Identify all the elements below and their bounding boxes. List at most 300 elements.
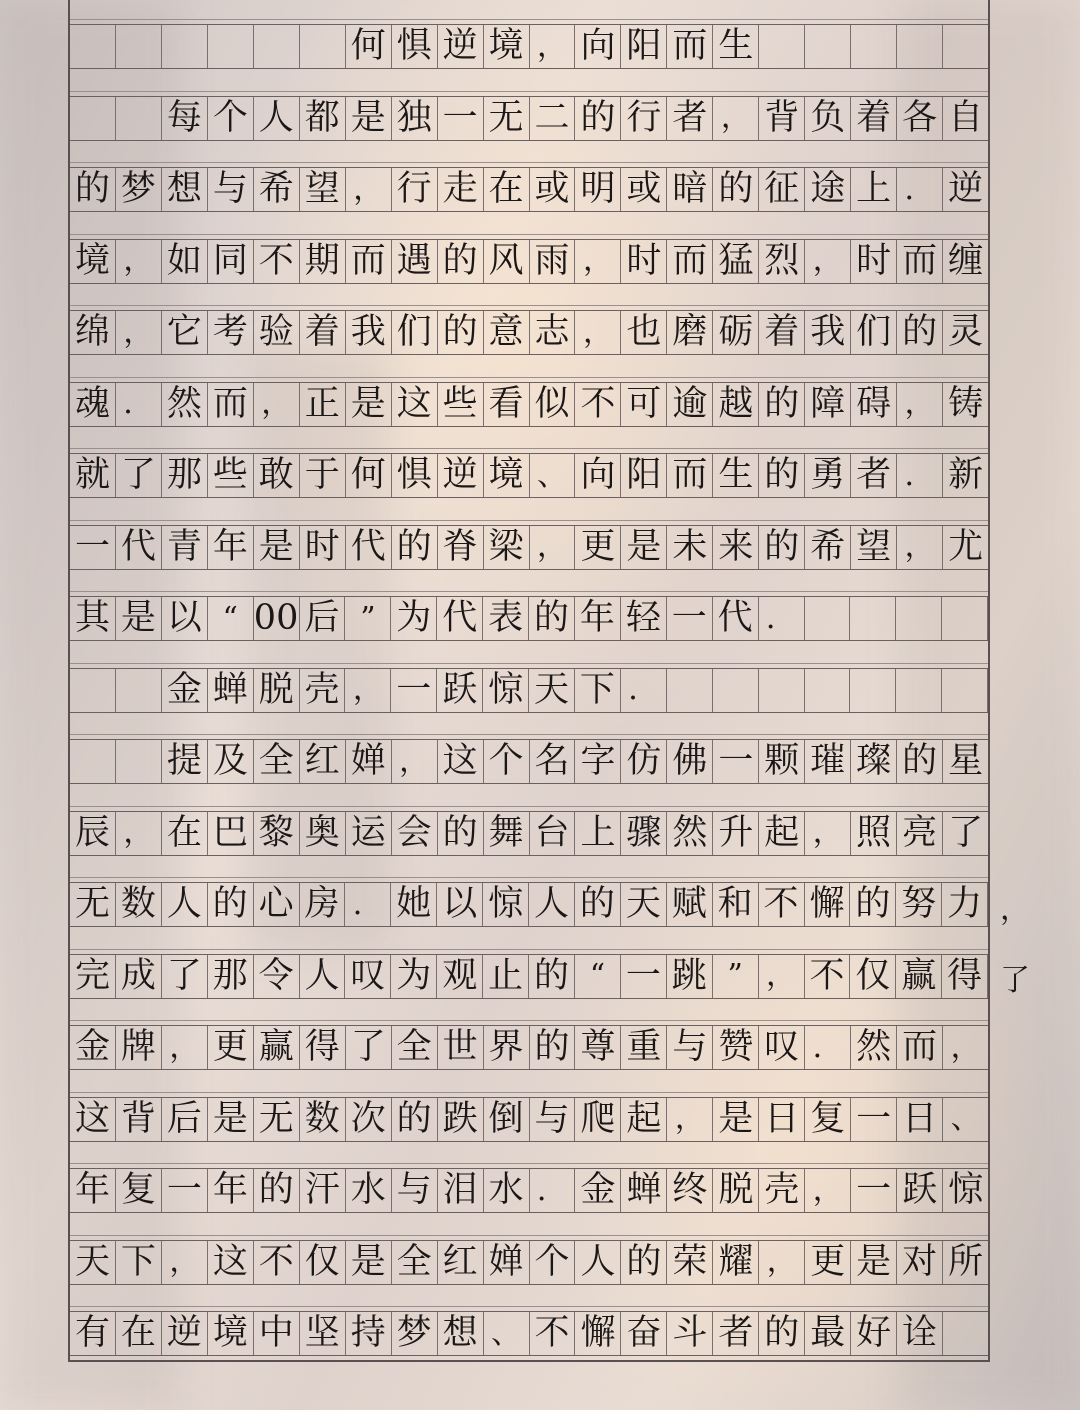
- grid-cell: 的: [392, 526, 438, 569]
- grid-cell: 中: [254, 1312, 300, 1355]
- grid-cell: 上: [575, 812, 621, 855]
- grid-cell: 的: [897, 740, 943, 783]
- grid-cell: 更: [805, 1241, 851, 1284]
- grid-cell: [942, 669, 988, 712]
- grid-cell: 着: [300, 311, 346, 354]
- grid-cell: 负: [805, 97, 851, 140]
- grid-cell: 坚: [300, 1312, 346, 1355]
- grid-row: [70, 1025, 988, 1070]
- grid-cell: 最: [805, 1312, 851, 1355]
- grid-cell: ，: [530, 526, 576, 569]
- grid-cell: 持: [346, 1312, 392, 1355]
- grid-cell: [162, 25, 208, 68]
- grid-row: [70, 596, 988, 641]
- grid-cell: 为: [391, 955, 437, 998]
- grid-cell: 梦: [116, 168, 162, 211]
- grid-cell: 的: [850, 883, 896, 926]
- grid-cell: 无: [70, 883, 116, 926]
- grid-cell: [70, 669, 116, 712]
- grid-cell: 然: [162, 383, 208, 426]
- grid-cell: 行: [621, 97, 667, 140]
- grid-cell: [805, 669, 851, 712]
- grid-cell: [300, 25, 346, 68]
- grid-cell: 不: [254, 1241, 300, 1284]
- grid-cell: 牌: [116, 1026, 162, 1069]
- grid-cell: 提: [162, 740, 208, 783]
- row-gap: [70, 1216, 988, 1236]
- grid-cell: 后: [162, 1098, 208, 1141]
- grid-cell: 下: [116, 1241, 162, 1284]
- grid-cell: ．: [897, 454, 943, 497]
- grid-cell: 懈: [575, 1312, 621, 1355]
- grid-cell: [805, 25, 851, 68]
- grid-cell: 也: [621, 311, 667, 354]
- grid-cell: 天: [70, 1241, 116, 1284]
- grid-cell: 佛: [667, 740, 713, 783]
- grid-cell: 看: [484, 383, 530, 426]
- grid-cell: 全: [254, 740, 300, 783]
- grid-cell: 都: [300, 97, 346, 140]
- grid-cell: 00: [253, 598, 299, 638]
- grid-cell: 新: [948, 455, 984, 495]
- grid-cell: ，: [950, 1029, 981, 1065]
- grid-cell: 汗: [300, 1169, 346, 1212]
- grid-cell: 境: [70, 240, 116, 283]
- grid-cell: [850, 597, 896, 640]
- grid-cell: 的: [759, 526, 805, 569]
- grid-cell: 水: [346, 1169, 392, 1212]
- grid-cell: 次: [346, 1098, 392, 1141]
- grid-cell: 人: [575, 1241, 621, 1284]
- grid-cell: 及: [208, 740, 254, 783]
- grid-cell: 者: [713, 1312, 759, 1355]
- grid-cell: 观: [437, 955, 483, 998]
- row-gap: [70, 501, 988, 521]
- grid-cell: 全: [392, 1026, 438, 1069]
- grid-cell: 赋: [667, 883, 713, 926]
- grid-cell: 日: [759, 1098, 805, 1141]
- row-gap: [70, 358, 988, 378]
- row-gap: [70, 143, 988, 163]
- grid-cell: 名: [530, 740, 576, 783]
- grid-cell: 是: [851, 1241, 897, 1284]
- grid-cell: 与: [208, 168, 254, 211]
- grid-cell: 无: [254, 1098, 300, 1141]
- grid-cell: 金: [70, 1026, 116, 1069]
- grid-cell: 不: [575, 383, 621, 426]
- grid-cell: 就: [70, 454, 116, 497]
- grid-cell: 台: [530, 812, 576, 855]
- grid-cell: 生: [713, 454, 759, 497]
- grid-cell: 代: [437, 597, 483, 640]
- grid-row: [70, 24, 988, 69]
- grid-cell: 惊: [483, 669, 529, 712]
- grid-row: [70, 668, 988, 713]
- grid-cell: ”: [713, 955, 759, 998]
- grid-cell: 是: [621, 526, 667, 569]
- grid-cell: 一: [621, 955, 667, 998]
- grid-cell: 个: [484, 740, 530, 783]
- grid-cell: 者: [851, 454, 897, 497]
- grid-cell: [254, 25, 300, 68]
- grid-cell: [943, 1312, 988, 1355]
- grid-cell: 的: [575, 883, 621, 926]
- grid-cell: ．: [805, 1026, 851, 1069]
- grid-cell: 壳: [300, 669, 346, 712]
- row-gap: [70, 644, 988, 664]
- grid-cell: 年: [70, 1169, 116, 1212]
- grid-cell: 考: [208, 311, 254, 354]
- grid-cell: 后: [300, 597, 346, 640]
- grid-cell: ，: [346, 168, 392, 211]
- grid-cell: 不: [805, 955, 851, 998]
- grid-cell: 一: [851, 1169, 897, 1212]
- grid-cell: 成: [116, 955, 162, 998]
- grid-cell: 是: [116, 597, 162, 640]
- grid-cell: 暗: [667, 168, 713, 211]
- grid-cell: 起: [621, 1098, 667, 1141]
- grid-row: [70, 811, 988, 856]
- grid-cell: 于: [300, 454, 346, 497]
- grid-cell: 代: [116, 526, 162, 569]
- grid-cell: 着: [851, 97, 897, 140]
- grid-cell: “: [575, 955, 621, 998]
- grid-cell: 而: [667, 240, 713, 283]
- row-gap: [70, 1144, 988, 1164]
- row-gap: [70, 429, 988, 449]
- grid-cell: 星: [948, 741, 984, 781]
- grid-cell: 是: [346, 97, 392, 140]
- grid-cell: 是: [713, 1098, 759, 1141]
- grid-cell: 的: [438, 812, 484, 855]
- grid-cell: 和: [713, 883, 759, 926]
- grid-cell: 阳: [621, 25, 667, 68]
- grid-cell: [942, 597, 988, 640]
- grid-cell: 的: [759, 383, 805, 426]
- grid-cell: 逆: [948, 169, 984, 209]
- grid-cell: 缠: [948, 240, 984, 281]
- grid-cell: 向: [575, 25, 621, 68]
- grid-cell: 对: [897, 1241, 943, 1284]
- grid-cell: 绵: [70, 311, 116, 354]
- row-gap: [70, 0, 988, 20]
- grid-cell: 梦: [392, 1312, 438, 1355]
- grid-cell: 然: [851, 1026, 897, 1069]
- grid-cell: 碍: [851, 383, 897, 426]
- grid-cell: 境: [484, 25, 530, 68]
- grid-cell: 蝉: [621, 1169, 667, 1212]
- grid-cell: 的: [438, 240, 484, 283]
- grid-cell: 跌: [438, 1098, 484, 1141]
- grid-cell: 跃: [897, 1169, 943, 1212]
- grid-cell: 惧: [392, 454, 438, 497]
- row-gap: [70, 858, 988, 878]
- overflow-char: ，: [1000, 891, 1030, 927]
- grid-cell: 完: [70, 955, 116, 998]
- grid-cell: 璀: [805, 740, 851, 783]
- grid-cell: 字: [575, 740, 621, 783]
- grid-cell: 叹: [759, 1026, 805, 1069]
- grid-cell: 在: [484, 168, 530, 211]
- grid-cell: 颗: [759, 740, 805, 783]
- grid-cell: ，: [759, 955, 805, 998]
- grid-cell: ，: [162, 1026, 208, 1069]
- grid-cell: 而: [208, 383, 254, 426]
- grid-cell: 尊: [575, 1026, 621, 1069]
- grid-cell: ．: [759, 597, 805, 640]
- grid-cell: 铸: [948, 383, 984, 424]
- grid-cell: 如: [162, 240, 208, 283]
- grid-cell: 自: [948, 97, 984, 138]
- grid-cell: 何: [346, 454, 392, 497]
- grid-cell: 来: [713, 526, 759, 569]
- grid-cell: 明: [575, 168, 621, 211]
- grid-cell: 房: [300, 883, 346, 926]
- grid-cell: 青: [162, 526, 208, 569]
- grid-cell: 向: [575, 454, 621, 497]
- grid-cell: 会: [392, 812, 438, 855]
- grid-cell: 年: [208, 1169, 254, 1212]
- grid-cell: 征: [759, 168, 805, 211]
- grid-cell: [851, 25, 897, 68]
- grid-cell: 境: [208, 1312, 254, 1355]
- grid-cell: 阳: [621, 454, 667, 497]
- grid-cell: 在: [162, 812, 208, 855]
- grid-cell: 了: [948, 812, 984, 853]
- grid-cell: [70, 740, 116, 783]
- grid-cell: ．: [345, 883, 391, 926]
- row-gap: [70, 215, 988, 235]
- grid-cell: 或: [621, 168, 667, 211]
- grid-cell: 然: [667, 812, 713, 855]
- grid-cell: 越: [713, 383, 759, 426]
- row-gap: [70, 72, 988, 92]
- grid-cell: 得: [300, 1026, 346, 1069]
- grid-cell: [943, 25, 988, 68]
- grid-cell: 想: [162, 168, 208, 211]
- grid-paper: [68, 0, 1030, 1362]
- grid-cell: 们: [851, 311, 897, 354]
- grid-cell: 个: [530, 1241, 576, 1284]
- row-gap: [70, 1287, 988, 1307]
- grid-cell: 所: [948, 1241, 984, 1282]
- grid-cell: 敢: [254, 454, 300, 497]
- grid-cell: 全: [392, 1241, 438, 1284]
- grid-cell: 一: [70, 526, 116, 569]
- grid-cell: 仅: [300, 1241, 346, 1284]
- grid-cell: 各: [897, 97, 943, 140]
- grid-cell: 惊: [948, 1170, 984, 1210]
- grid-cell: 仿: [621, 740, 667, 783]
- row-gap: [70, 286, 988, 306]
- grid-cell: [70, 97, 116, 140]
- grid-cell: 数: [116, 883, 162, 926]
- grid-cell: ，: [897, 526, 943, 569]
- grid-cell: 以: [437, 883, 483, 926]
- grid-cell: ，: [345, 669, 391, 712]
- grid-cell: [897, 25, 943, 68]
- grid-cell: 、: [950, 1101, 981, 1136]
- grid-cell: 年: [208, 526, 254, 569]
- grid-row: [70, 954, 1030, 999]
- grid-cell: 是: [254, 526, 300, 569]
- grid-cell: 一: [851, 1098, 897, 1141]
- grid-cell: 照: [851, 812, 897, 855]
- grid-cell: 希: [254, 168, 300, 211]
- grid-cell: 不: [530, 1312, 576, 1355]
- grid-cell: 人: [162, 883, 208, 926]
- grid-cell: [70, 25, 116, 68]
- grid-cell: 泪: [438, 1169, 484, 1212]
- grid-row: [70, 882, 1030, 927]
- grid-cell: 人: [254, 97, 300, 140]
- grid-cell: ．: [897, 168, 943, 211]
- grid-cell: 逆: [162, 1312, 208, 1355]
- grid-cell: 人: [529, 883, 575, 926]
- grid-cell: 与: [392, 1169, 438, 1212]
- grid-cell: 生: [713, 25, 759, 68]
- grid-cell: 而: [667, 25, 713, 68]
- grid-cell: 正: [300, 383, 346, 426]
- grid-cell: 时: [300, 526, 346, 569]
- grid-cell: 些: [208, 454, 254, 497]
- grid-cell: 日: [897, 1098, 943, 1141]
- grid-cell: 期: [300, 240, 346, 283]
- grid-cell: ，: [805, 240, 851, 283]
- grid-row: [70, 1311, 988, 1356]
- grid-cell: 烈: [759, 240, 805, 283]
- grid-cell: 行: [392, 168, 438, 211]
- grid-cell: 好: [851, 1312, 897, 1355]
- grid-cell: 令: [254, 955, 300, 998]
- grid-row: [70, 453, 988, 498]
- grid-cell: 一: [391, 669, 437, 712]
- grid-row: [70, 167, 988, 212]
- grid-cell: 更: [575, 526, 621, 569]
- grid-cell: 了: [116, 454, 162, 497]
- grid-cell: [896, 669, 942, 712]
- grid-cell: 是: [346, 1241, 392, 1284]
- grid-cell: 的: [208, 883, 254, 926]
- grid-cell: 懈: [805, 883, 851, 926]
- grid-row: [70, 310, 988, 355]
- grid-cell: 尤: [948, 526, 984, 567]
- row-gap: [70, 715, 988, 735]
- grid-cell: ．: [530, 1169, 576, 1212]
- grid-cell: [116, 740, 162, 783]
- grid-cell: 魂: [70, 383, 116, 426]
- grid-cell: 这: [438, 740, 484, 783]
- grid-cell: 黎: [254, 812, 300, 855]
- grid-cell: 一: [438, 97, 484, 140]
- grid-cell: 的: [713, 168, 759, 211]
- grid-cell: 遇: [392, 240, 438, 283]
- grid-row: [70, 239, 988, 284]
- grid-cell: 其: [70, 597, 116, 640]
- grid-cell: ，: [530, 25, 576, 68]
- grid-row: [70, 739, 988, 784]
- grid-cell: 与: [667, 1026, 713, 1069]
- grid-cell: 人: [300, 955, 346, 998]
- grid-cell: 年: [575, 597, 621, 640]
- grid-cell: 上: [851, 168, 897, 211]
- grid-cell: 脊: [438, 526, 484, 569]
- grid-cell: 的: [759, 454, 805, 497]
- grid-cell: 磨: [667, 311, 713, 354]
- grid-cell: 这: [208, 1241, 254, 1284]
- grid-cell: 者: [667, 97, 713, 140]
- grid-cell: 的: [897, 311, 943, 354]
- grid-cell: 望: [300, 168, 346, 211]
- grid-cell: 雨: [530, 240, 576, 283]
- grid-cell: 障: [805, 383, 851, 426]
- grid-cell: 那: [162, 454, 208, 497]
- grid-cell: [116, 97, 162, 140]
- grid-cell: ，: [575, 311, 621, 354]
- grid-cell: 更: [208, 1026, 254, 1069]
- grid-cell: 我: [805, 311, 851, 354]
- grid-cell: “: [208, 597, 254, 640]
- grid-cell: [759, 25, 805, 68]
- grid-cell: 同: [208, 240, 254, 283]
- grid-cell: 复: [116, 1169, 162, 1212]
- grid-cell: 复: [805, 1098, 851, 1141]
- grid-cell: 想: [438, 1312, 484, 1355]
- grid-cell: 下: [575, 669, 621, 712]
- grid-cell: [759, 669, 805, 712]
- grid-cell: 起: [759, 812, 805, 855]
- grid-cell: 轻: [621, 597, 667, 640]
- grid-cell: 何: [346, 25, 392, 68]
- grid-cell: 爬: [575, 1098, 621, 1141]
- grid-cell: 一: [713, 740, 759, 783]
- grid-cell: 而: [667, 454, 713, 497]
- grid-cell: 壳: [759, 1169, 805, 1212]
- grid-cell: ，: [254, 383, 300, 426]
- grid-cell: ，: [759, 1241, 805, 1284]
- grid-cell: 的: [621, 1241, 667, 1284]
- grid-cell: 天: [621, 883, 667, 926]
- grid-cell: 在: [116, 1312, 162, 1355]
- grid-cell: 金: [575, 1169, 621, 1212]
- grid-cell: 的: [70, 168, 116, 211]
- grid-cell: 舞: [484, 812, 530, 855]
- grid-cell: 望: [851, 526, 897, 569]
- grid-cell: 着: [759, 311, 805, 354]
- grid-row: [70, 1168, 988, 1213]
- grid-cell: 的: [254, 1169, 300, 1212]
- grid-cell: 赢: [254, 1026, 300, 1069]
- grid-cell: 力: [942, 883, 988, 926]
- grid-cell: ，: [116, 812, 162, 855]
- grid-cell: 不: [254, 240, 300, 283]
- grid-cell: ”: [345, 597, 391, 640]
- grid-cell: 仅: [850, 955, 896, 998]
- grid-row: [70, 1097, 988, 1142]
- grid-cell: 时: [851, 240, 897, 283]
- grid-cell: 红: [438, 1241, 484, 1284]
- grid-cell: 一: [667, 597, 713, 640]
- grid-cell: ．: [621, 669, 667, 712]
- grid-cell: 骤: [621, 812, 667, 855]
- grid-cell: 猛: [713, 240, 759, 283]
- grid-cell: 那: [208, 955, 254, 998]
- grid-cell: 、: [530, 454, 576, 497]
- grid-cell: ，: [162, 1241, 208, 1284]
- grid-cell: 意: [484, 311, 530, 354]
- grid-cell: 努: [896, 883, 942, 926]
- grid-cell: 独: [392, 97, 438, 140]
